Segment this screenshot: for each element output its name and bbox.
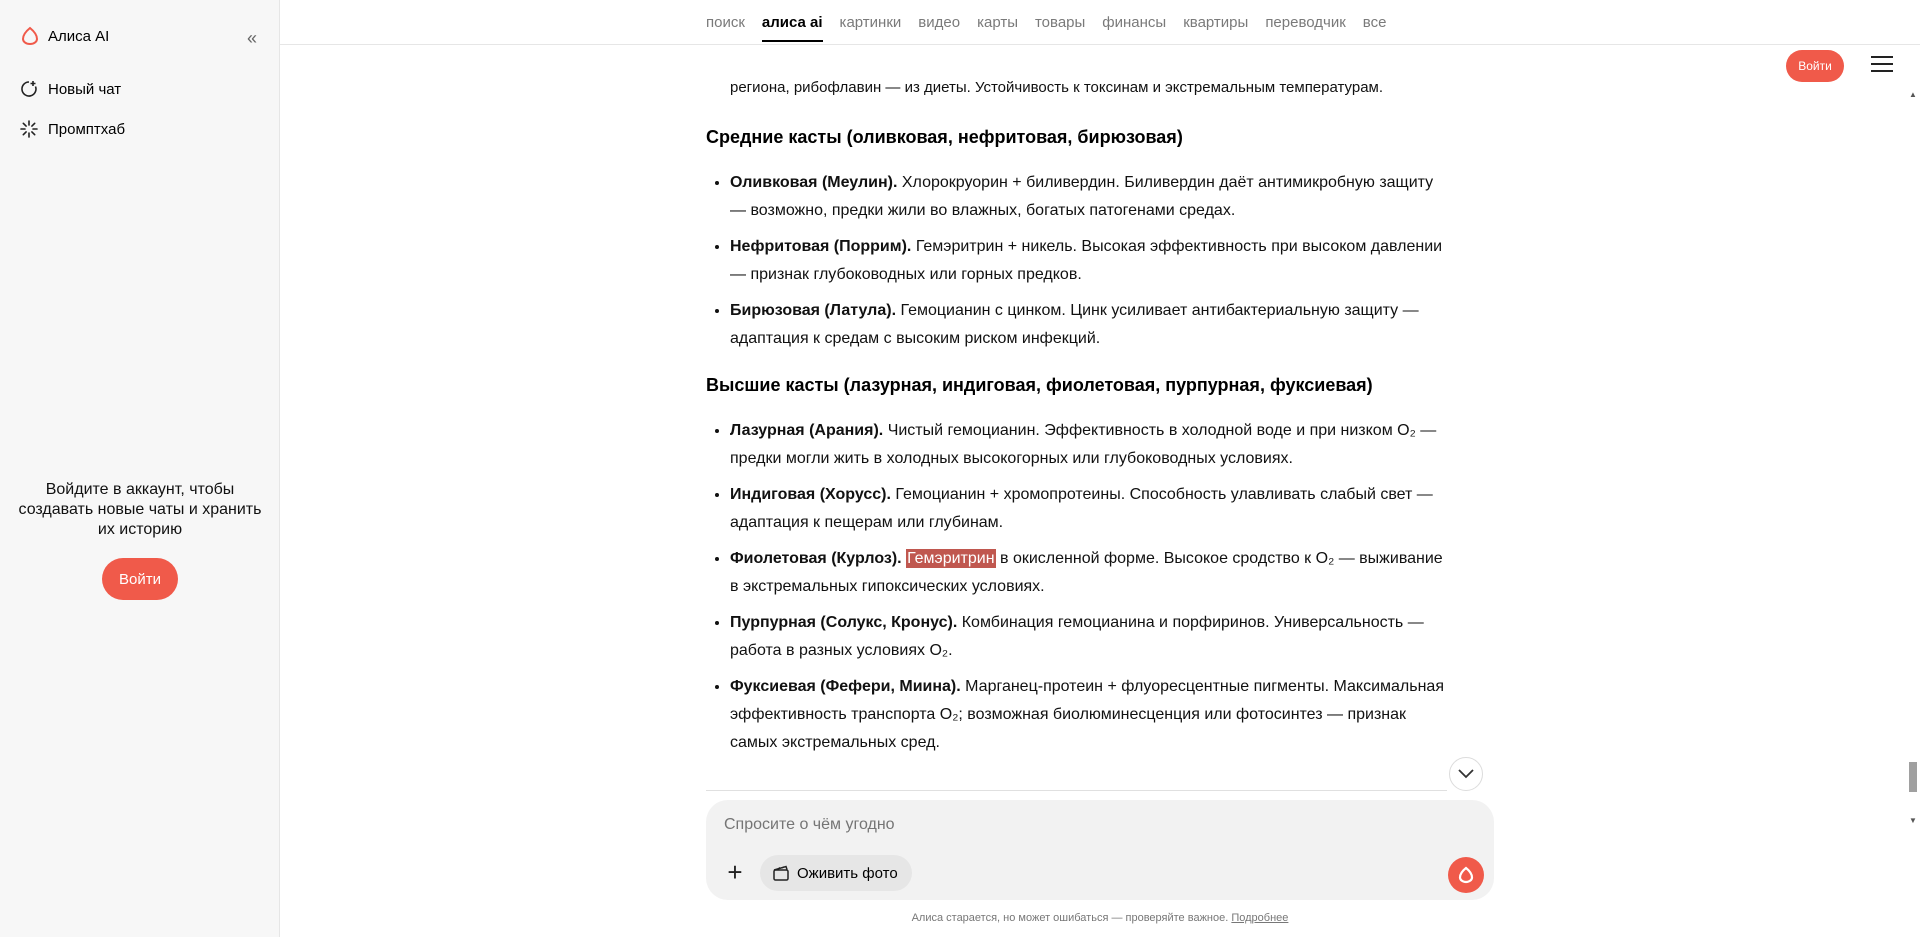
brand[interactable] <box>20 26 109 46</box>
item-title: Оливковая (Меулин). <box>730 174 898 191</box>
item-text: в окисленной форме. Высокое сродство к O₂ — выживание в экстремальных гипоксических условиях. <box>730 550 1443 595</box>
highlighted-text: Гемэритрин <box>907 550 995 567</box>
scroll-thumb[interactable] <box>1909 762 1917 792</box>
list-item <box>730 297 1450 353</box>
item-text: Чистый гемоцианин. Эффективность в холодной воде и при низком O₂ — предки могли жить в холодных высокогорных или глубоководных условиях. <box>730 422 1437 467</box>
chat-answer <box>706 45 1450 790</box>
login-text: Войдите в аккаунт, чтобы создавать новые чаты и хранить их историю <box>18 481 262 538</box>
item-title: Фуксиевая (Фефери, Миина). <box>730 678 961 695</box>
disclaimer <box>706 912 1494 924</box>
section-heading: Высшие касты (лазурная, индиговая, фиолетовая, пурпурная, фуксиевая) <box>706 375 1373 395</box>
item-text: Гемоцианин + хромопротеины. Способность улавливать слабый свет — адаптация к пещерам или глубинам. <box>730 486 1433 531</box>
item-text: Гемэритрин + никель. Высокая эффективность при высоком давлении — признак глубоководных или горных предков. <box>730 238 1443 283</box>
item-title: Индиговая (Хорусс). <box>730 486 891 503</box>
item-title: Пурпурная (Солукс, Кронус). <box>730 614 958 631</box>
tab-2[interactable]: картинки <box>839 14 902 31</box>
scroll-to-bottom-button[interactable] <box>1449 757 1483 791</box>
collapse-sidebar-icon[interactable]: « <box>246 28 257 48</box>
item-text: Марганец-протеин + флуоресцентные пигменты. Максимальная эффективность транспорта O₂; возможная биолюминесценция или фотосинтез — признак самых экстремальных сред. <box>730 678 1444 751</box>
composer <box>706 800 1494 900</box>
animate-photo-button[interactable] <box>760 855 912 891</box>
brand-name: Алиса AI <box>48 27 110 45</box>
tab-9[interactable]: все <box>1362 14 1387 31</box>
item-text: Гемоцианин с цинком. Цинк усиливает антибактериальную защиту — адаптация к средам с высоким риском инфекций. <box>730 302 1419 347</box>
scrollbar[interactable] <box>1906 90 1920 825</box>
list-item <box>730 545 1450 601</box>
sidebar-item-promptхаб[interactable] <box>20 120 125 138</box>
hamburger-menu-icon[interactable] <box>1871 56 1893 74</box>
alice-logo-icon <box>20 26 40 46</box>
item-text: Хлорокруорин + биливердин. Биливердин даёт антимикробную защиту — возможно, предки жили во влажных, богатых патогенами средах. <box>730 174 1434 219</box>
more-info-link[interactable]: Подробнее <box>1231 912 1289 924</box>
clapperboard-icon <box>772 864 790 882</box>
sidebar <box>0 0 280 937</box>
scroll-up-arrow-icon[interactable]: ▲ <box>1909 90 1917 99</box>
sidebar-item-new-chat[interactable] <box>20 80 121 98</box>
caste-list <box>730 169 1450 361</box>
list-item <box>730 417 1450 473</box>
list-item <box>730 673 1450 757</box>
attach-plus-icon[interactable]: + <box>727 857 743 887</box>
list-item <box>730 169 1450 225</box>
tab-4[interactable]: карты <box>977 14 1018 31</box>
item-title: Фиолетовая (Курлоз). <box>730 550 902 567</box>
alice-logo-icon <box>1456 865 1476 885</box>
tab-5[interactable]: товары <box>1034 14 1086 31</box>
animate-photo-label: Оживить фото <box>797 864 898 882</box>
tab-3[interactable]: видео <box>918 14 961 31</box>
list-item <box>730 481 1450 537</box>
partial-text-line: региона, рибофлавин — из диеты. Устойчивость к токсинам и экстремальным температурам. <box>730 79 1384 96</box>
tab-6[interactable]: финансы <box>1102 14 1167 31</box>
message-input[interactable] <box>724 816 1424 834</box>
top-nav <box>280 0 1920 45</box>
list-item <box>730 609 1450 665</box>
tab-1[interactable]: алиса ai <box>762 0 823 42</box>
item-title: Бирюзовая (Латула). <box>730 302 897 319</box>
service-tabs <box>706 0 1403 42</box>
disclaimer-text: Алиса старается, но может ошибаться — проверяйте важное. <box>911 912 1229 924</box>
tab-0[interactable]: поиск <box>706 14 745 31</box>
tab-8[interactable]: переводчик <box>1265 14 1346 31</box>
sidebar-item-label: Промптхаб <box>48 120 126 138</box>
alice-send-button[interactable] <box>1448 857 1484 893</box>
item-text: Комбинация гемоцианина и порфиринов. Универсальность — работа в разных условиях O₂. <box>730 614 1424 659</box>
sparkle-icon <box>20 120 38 138</box>
section-heading: Средние касты (оливковая, нефритовая, бирюзовая) <box>706 127 1183 147</box>
scroll-down-arrow-icon[interactable]: ▼ <box>1909 816 1917 825</box>
header-login-button[interactable]: Войти <box>1786 50 1844 82</box>
list-item <box>730 233 1450 289</box>
caste-list <box>730 417 1450 765</box>
divider <box>706 790 1447 791</box>
tab-7[interactable]: квартиры <box>1183 14 1249 31</box>
login-prompt <box>0 480 280 600</box>
chevron-down-icon <box>1458 769 1474 779</box>
item-title: Нефритовая (Поррим). <box>730 238 912 255</box>
sidebar-login-button[interactable]: Войти <box>102 558 178 600</box>
new-chat-icon <box>20 80 38 98</box>
sidebar-item-label: Новый чат <box>48 80 122 98</box>
item-title: Лазурная (Арания). <box>730 422 884 439</box>
